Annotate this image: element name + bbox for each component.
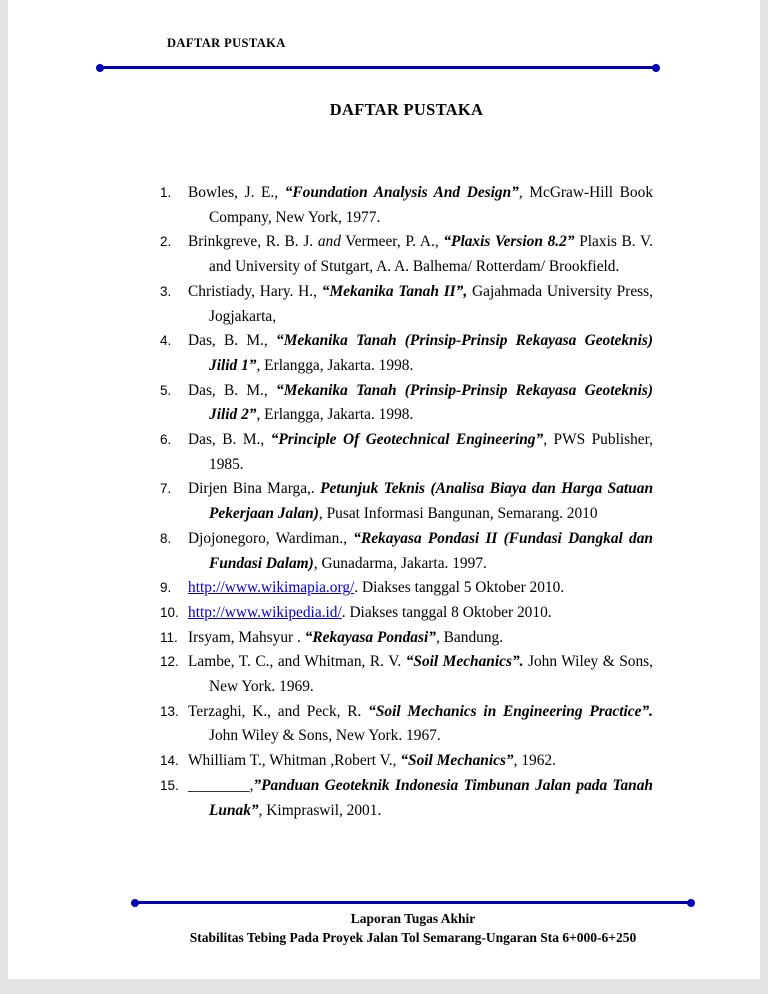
reference-segment: “Mekanika Tanah (Prinsip-Prinsip Rekayasa Geoteknis) Jilid 2” <box>209 381 653 424</box>
reference-number: 8. <box>160 530 172 546</box>
reference-item <box>160 477 653 526</box>
reference-segment: “Plaxis Version 8.2” <box>443 233 575 251</box>
reference-segment: . Diakses tanggal 8 Oktober 2010. <box>341 603 552 621</box>
reference-number: 11. <box>160 629 178 645</box>
reference-number: 12. <box>160 654 179 670</box>
reference-text <box>188 181 653 230</box>
reference-number: 13. <box>160 703 179 719</box>
reference-segment: Christiady, Hary. H., <box>188 282 322 300</box>
reference-segment: . Diakses tanggal 5 Oktober 2010. <box>354 579 565 597</box>
reference-list <box>160 181 653 823</box>
reference-text <box>188 650 653 699</box>
reference-item <box>160 774 653 823</box>
reference-segment: , McGraw-Hill Book Company, New York, 1977. <box>209 184 654 226</box>
reference-segment: Lambe, T. C., and Whitman, R. V. <box>188 653 406 671</box>
reference-number: 3. <box>160 283 172 299</box>
reference-text <box>188 774 653 823</box>
reference-segment: “Soil Mechanics in Engineering Practice”. <box>368 702 653 720</box>
reference-segment: Das, B. M., <box>188 332 276 350</box>
reference-number: 15. <box>160 777 179 793</box>
footer-rule <box>135 901 691 904</box>
reference-segment: , Erlangga, Jakarta. 1998. <box>256 406 414 424</box>
reference-text <box>188 230 653 279</box>
reference-item <box>160 527 653 576</box>
reference-segment: Djojonegoro, Wardiman., <box>188 529 354 547</box>
reference-number: 10. <box>160 604 179 620</box>
reference-number: 2. <box>160 234 172 250</box>
reference-segment: , 1962. <box>513 752 556 770</box>
reference-segment: Irsyam, Mahsyur . <box>188 628 305 646</box>
reference-text <box>188 527 653 576</box>
reference-item <box>160 626 653 651</box>
reference-item <box>160 428 653 477</box>
reference-text <box>188 477 653 526</box>
reference-segment: “Soil Mechanics”. <box>405 653 524 671</box>
reference-segment: , Kimpraswil, 2001. <box>258 801 382 819</box>
footer <box>135 909 691 947</box>
reference-item <box>160 700 653 749</box>
reference-text <box>188 576 653 601</box>
reference-item <box>160 601 653 626</box>
header-rule <box>100 66 656 69</box>
reference-text <box>188 280 653 329</box>
reference-segment: “Rekayasa Pondasi” <box>304 628 436 646</box>
reference-segment: , Gunadarma, Jakarta. 1997. <box>313 554 487 572</box>
reference-segment: , Pusat Informasi Bangunan, Semarang. 2010 <box>318 505 598 523</box>
reference-segment: Plaxis B. V. and University of Stutgart, A. A. Balhema/ Rotterdam/ Brookfield. <box>209 233 653 276</box>
reference-segment: “Soil Mechanics” <box>400 752 514 770</box>
reference-segment: Vermeer, P. A., <box>340 233 444 251</box>
reference-text <box>188 428 653 477</box>
reference-item <box>160 576 653 601</box>
reference-segment: Dirjen Bina Marga,. <box>188 480 321 498</box>
reference-item <box>160 181 653 230</box>
document-title: DAFTAR PUSTAKA <box>329 100 484 119</box>
header-title: DAFTAR PUSTAKA <box>167 36 286 50</box>
reference-item <box>160 650 653 699</box>
reference-segment: Bowles, J. E., <box>188 184 285 201</box>
footer-subtitle: Stabilitas Tebing Pada Proyek Jalan Tol Semarang-Ungaran Sta 6+000-6+250 <box>189 930 637 945</box>
reference-text <box>188 601 653 626</box>
reference-segment: “Rekayasa Pondasi II (Fundasi Dangkal dan Fundasi Dalam) <box>209 529 653 572</box>
reference-text <box>188 626 653 651</box>
reference-segment: John Wiley & Sons, New York. 1969. <box>209 653 653 696</box>
reference-text <box>188 700 653 749</box>
reference-segment: “Mekanika Tanah II”, <box>321 282 468 300</box>
reference-item <box>160 280 653 329</box>
reference-segment: Das, B. M., <box>188 381 276 399</box>
reference-segment: and <box>317 233 341 251</box>
reference-item <box>160 230 653 279</box>
reference-link[interactable]: http://www.wikimapia.org/ <box>188 579 355 597</box>
reference-segment: “Foundation Analysis And Design” <box>284 184 519 201</box>
reference-number: 4. <box>160 333 172 349</box>
page <box>8 0 760 979</box>
reference-segment: , Erlangga, Jakarta. 1998. <box>256 356 414 374</box>
reference-segment: Gajahmada University Press, Jogjakarta, <box>209 282 653 325</box>
reference-segment: “Mekanika Tanah (Prinsip-Prinsip Rekayasa Geoteknis) Jilid 1” <box>209 332 653 374</box>
reference-segment: ”Panduan Geoteknik Indonesia Timbunan Jalan pada Tanah Lunak” <box>209 776 653 819</box>
footer-title: Laporan Tugas Akhir <box>350 911 476 926</box>
reference-link[interactable]: http://www.wikipedia.id/ <box>188 603 342 621</box>
reference-item <box>160 749 653 774</box>
reference-text <box>188 749 653 774</box>
reference-text <box>188 379 653 428</box>
reference-segment: Terzaghi, K., and Peck, R. <box>188 702 369 720</box>
reference-number: 1. <box>160 185 172 200</box>
reference-number: 5. <box>160 382 172 398</box>
reference-number: 7. <box>160 481 172 497</box>
reference-number: 6. <box>160 432 172 448</box>
reference-segment: Das, B. M., <box>188 431 271 449</box>
reference-segment: John Wiley & Sons, New York. 1967. <box>209 727 441 745</box>
reference-segment: , Bandung. <box>435 628 504 646</box>
reference-number: 9. <box>160 580 172 596</box>
reference-segment: Whilliam T., Whitman ,Robert V., <box>188 752 401 770</box>
reference-segment: Brinkgreve, R. B. J. <box>188 233 318 251</box>
reference-segment: “Principle Of Geotechnical Engineering” <box>270 431 544 449</box>
reference-segment: Petunjuk Teknis (Analisa Biaya dan Harga Satuan Pekerjaan Jalan) <box>209 480 653 523</box>
reference-segment: ________, <box>188 776 254 794</box>
reference-number: 14. <box>160 753 179 769</box>
reference-text <box>188 329 653 378</box>
reference-item <box>160 329 653 378</box>
reference-item <box>160 379 653 428</box>
reference-segment: , PWS Publisher, 1985. <box>209 431 653 473</box>
